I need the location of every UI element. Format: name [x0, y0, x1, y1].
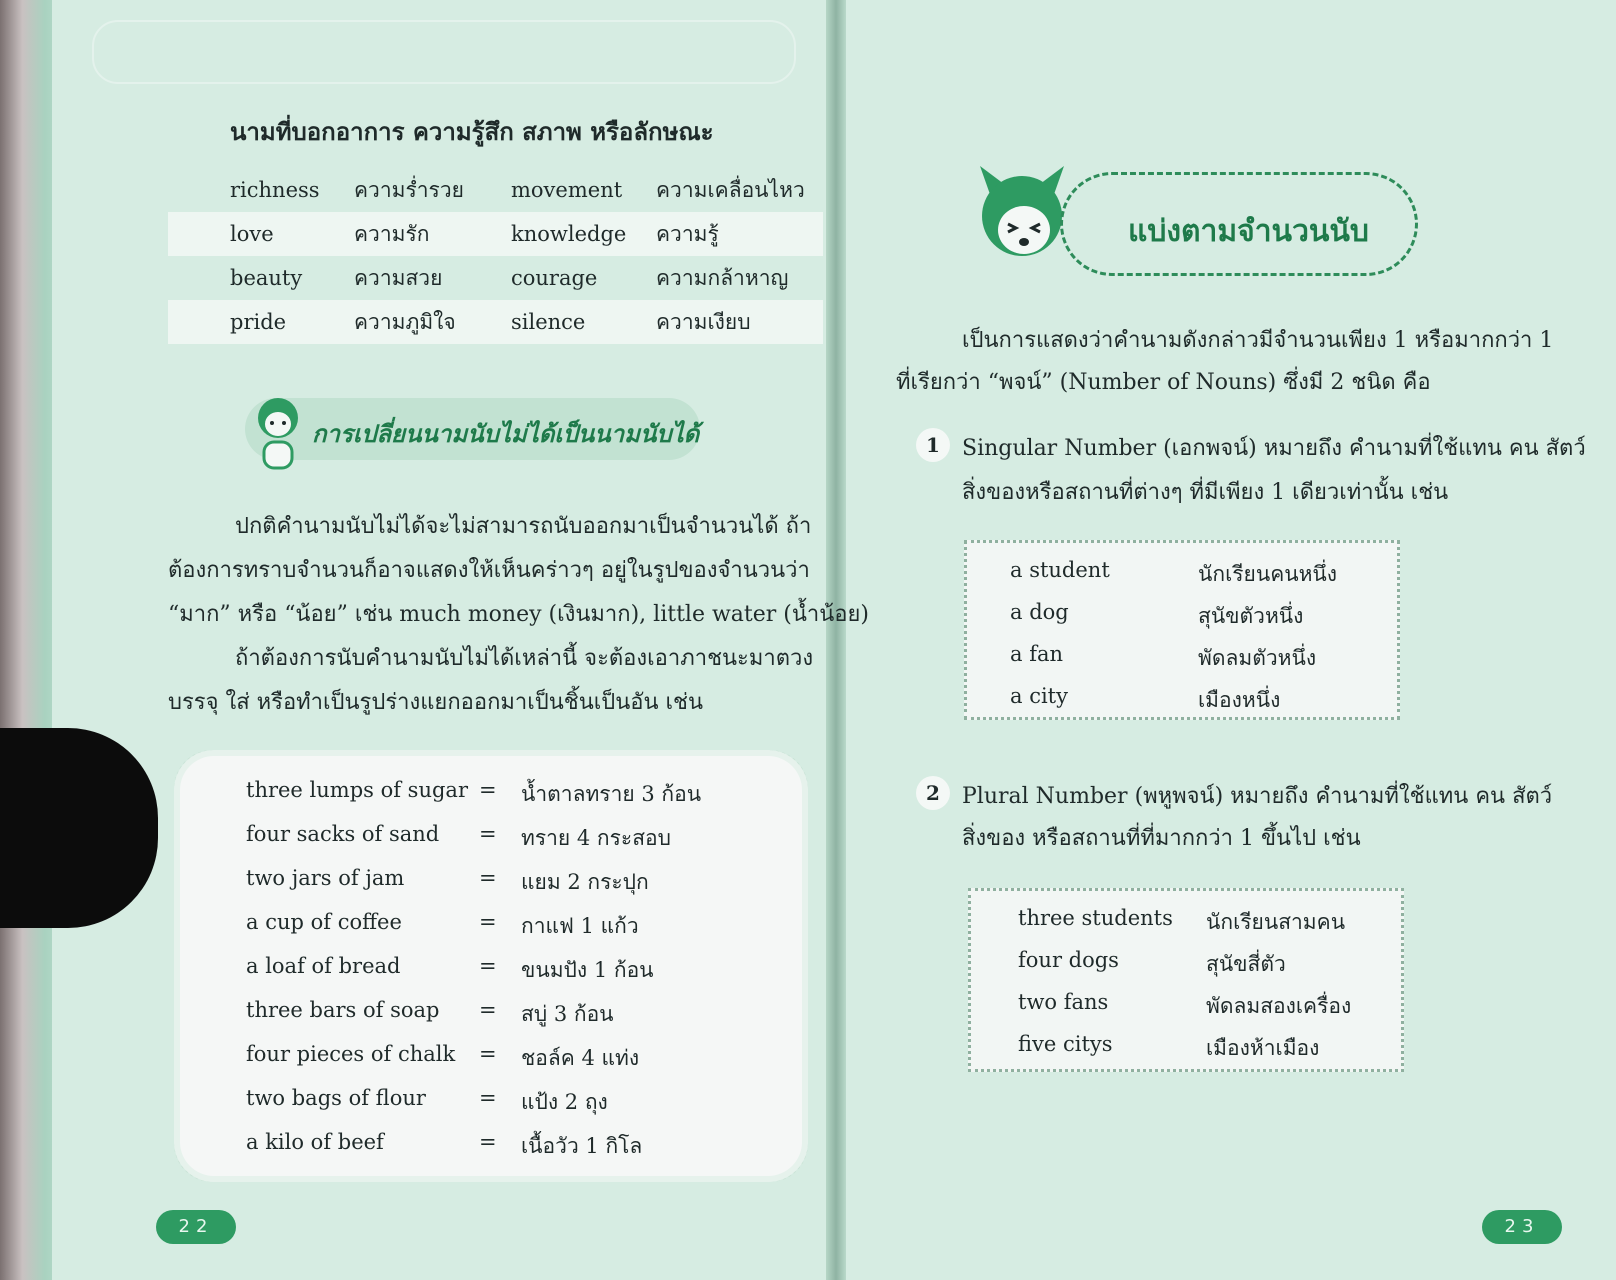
- intro-line: เป็นการแสดงว่าคำนามดังกล่าวมีจำนวนเพียง 1 หรือมากกว่า 1: [962, 328, 1554, 353]
- paragraph-line: ปกติคำนามนับไม่ได้จะไม่สามารถนับออกมาเป็นจำนวนได้ ถ้า: [235, 514, 812, 539]
- equals-sign: =: [479, 1042, 497, 1066]
- equals-sign: =: [479, 778, 497, 802]
- example-th: เมืองหนึ่ง: [1198, 688, 1281, 712]
- vocab-th: ความรัก: [354, 221, 430, 246]
- vocab-row: [168, 212, 823, 256]
- example-en: five citys: [1018, 1032, 1113, 1056]
- cat-mascot-icon: [974, 160, 1070, 266]
- example-en: a dog: [1010, 600, 1069, 624]
- measure-en: a cup of coffee: [246, 910, 402, 934]
- vocab-row: [168, 168, 823, 212]
- example-th: พัดลมตัวหนึ่ง: [1198, 646, 1317, 670]
- vocab-table: [168, 168, 823, 344]
- left-heading: นามที่บอกอาการ ความรู้สึก สภาพ หรือลักษณะ: [230, 117, 714, 146]
- vocab-row: [168, 300, 823, 344]
- vocab-en: movement: [511, 178, 623, 202]
- measure-en: four pieces of chalk: [246, 1042, 456, 1066]
- measure-th: แป้ง 2 ถุง: [521, 1090, 608, 1114]
- measure-th: สบู่ 3 ก้อน: [521, 1002, 614, 1026]
- vocab-th: ความเคลื่อนไหว: [656, 177, 805, 202]
- paragraph-line: ถ้าต้องการนับคำนามนับไม่ได้เหล่านี้ จะต้องเอาภาชนะมาตวง: [235, 646, 814, 671]
- measure-en: four sacks of sand: [246, 822, 440, 846]
- example-en: a fan: [1010, 642, 1064, 666]
- measure-th: แยม 2 กระปุก: [521, 870, 649, 894]
- example-th: สุนัขตัวหนึ่ง: [1198, 604, 1304, 628]
- right-section-title: แบ่งตามจำนวนนับ: [1128, 214, 1369, 249]
- plural-line: สิ่งของ หรือสถานที่ที่มากกว่า 1 ขึ้นไป เช่น: [962, 826, 1361, 851]
- equals-sign: =: [479, 954, 497, 978]
- vocab-en: pride: [230, 310, 287, 334]
- measure-th: เนื้อวัว 1 กิโล: [521, 1134, 643, 1158]
- paragraph-line: ต้องการทราบจำนวนก็อาจแสดงให้เห็นคร่าวๆ อยู่ในรูปของจำนวนว่า: [168, 558, 810, 583]
- vocab-en: beauty: [230, 266, 303, 290]
- measure-en: three lumps of sugar: [246, 778, 468, 802]
- paragraph-line: บรรจุ ใส่ หรือทำเป็นรูปร่างแยกออกมาเป็นชิ้นเป็นอัน เช่น: [168, 690, 703, 715]
- measure-en: three bars of soap: [246, 998, 440, 1022]
- equals-sign: =: [479, 822, 497, 846]
- vocab-row: [168, 256, 823, 300]
- measure-th: ทราย 4 กระสอบ: [521, 826, 671, 850]
- equals-sign: =: [479, 1086, 497, 1110]
- item-number: 2: [916, 776, 950, 810]
- vocab-en: love: [230, 222, 274, 246]
- section-title: การเปลี่ยนนามนับไม่ได้เป็นนามนับได้: [312, 419, 700, 448]
- decorative-frame: [92, 20, 796, 84]
- vocab-th: ความรู้: [656, 221, 719, 246]
- paragraph-line: “มาก” หรือ “น้อย” เช่น much money (เงินมาก), little water (น้ำน้อย): [168, 602, 869, 627]
- plural-line: Plural Number (พหูพจน์) หมายถึง คำนามที่ใช้แทน คน สัตว์: [962, 784, 1553, 809]
- singular-line: Singular Number (เอกพจน์) หมายถึง คำนามที่ใช้แทน คน สัตว์: [962, 436, 1586, 461]
- vocab-th: ความร่ำรวย: [354, 177, 464, 202]
- measure-en: a loaf of bread: [246, 954, 401, 978]
- equals-sign: =: [479, 910, 497, 934]
- singular-line: สิ่งของหรือสถานที่ต่างๆ ที่มีเพียง 1 เดียวเท่านั้น เช่น: [962, 480, 1449, 505]
- example-th: นักเรียนสามคน: [1206, 910, 1346, 934]
- vocab-th: ความกล้าหาญ: [656, 265, 789, 290]
- example-th: เมืองห้าเมือง: [1206, 1036, 1320, 1060]
- example-en: three students: [1018, 906, 1173, 930]
- vocab-th: ความเงียบ: [656, 309, 751, 334]
- example-th: นักเรียนคนหนึ่ง: [1198, 562, 1338, 586]
- equals-sign: =: [479, 866, 497, 890]
- mascot-girl-icon: [250, 394, 306, 474]
- measure-th: ชอล์ค 4 แท่ง: [521, 1046, 640, 1070]
- example-en: two fans: [1018, 990, 1109, 1014]
- vocab-th: ความภูมิใจ: [354, 309, 456, 334]
- measure-th: น้ำตาลทราย 3 ก้อน: [521, 782, 702, 806]
- measure-th: กาแฟ 1 แก้ว: [521, 914, 639, 938]
- item-number: 1: [916, 428, 950, 462]
- vocab-en: richness: [230, 178, 320, 202]
- book-spine: [826, 0, 846, 1280]
- thumb-shadow: [0, 728, 158, 928]
- measure-en: a kilo of beef: [246, 1130, 384, 1154]
- vocab-en: silence: [511, 310, 586, 334]
- equals-sign: =: [479, 1130, 497, 1154]
- vocab-en: knowledge: [511, 222, 627, 246]
- vocab-th: ความสวย: [354, 265, 443, 290]
- example-en: a student: [1010, 558, 1110, 582]
- example-en: four dogs: [1018, 948, 1119, 972]
- vocab-en: courage: [511, 266, 598, 290]
- example-th: สุนัขสี่ตัว: [1206, 952, 1286, 976]
- measure-th: ขนมปัง 1 ก้อน: [521, 958, 654, 982]
- page-number-badge: 22: [156, 1210, 236, 1244]
- example-en: a city: [1010, 684, 1068, 708]
- equals-sign: =: [479, 998, 497, 1022]
- page-number-badge: 23: [1482, 1210, 1562, 1244]
- measure-en: two bags of flour: [246, 1086, 426, 1110]
- intro-line: ที่เรียกว่า “พจน์” (Number of Nouns) ซึ่งมี 2 ชนิด คือ: [896, 370, 1431, 395]
- measure-en: two jars of jam: [246, 866, 405, 890]
- example-th: พัดลมสองเครื่อง: [1206, 994, 1352, 1018]
